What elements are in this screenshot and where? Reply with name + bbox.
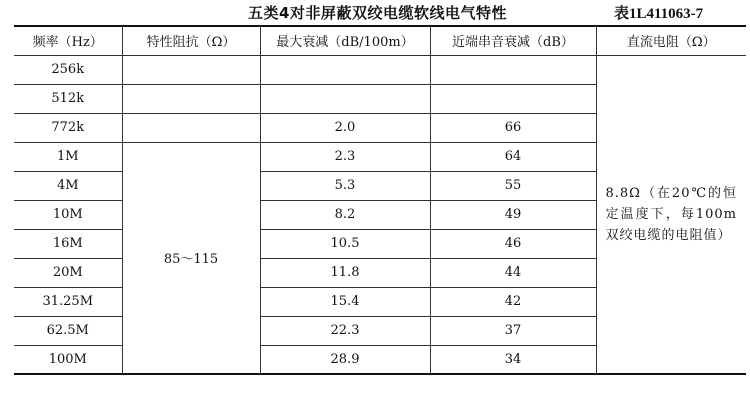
table-title: 五类4对非屏蔽双绞电缆软线电气特性 — [248, 4, 507, 22]
frequency-cell: 20M — [14, 258, 122, 287]
next-cell: 42 — [430, 287, 596, 316]
next-cell: 49 — [430, 200, 596, 229]
attenuation-cell: 28.9 — [260, 345, 430, 374]
attenuation-cell: 11.8 — [260, 258, 430, 287]
next-cell: 37 — [430, 316, 596, 345]
attenuation-cell: 22.3 — [260, 316, 430, 345]
next-cell: 46 — [430, 229, 596, 258]
next-cell: 44 — [430, 258, 596, 287]
attenuation-cell — [260, 55, 430, 84]
attenuation-cell: 2.0 — [260, 113, 430, 142]
frequency-cell: 16M — [14, 229, 122, 258]
dc-resistance-note: 8.8Ω（在20℃的恒定温度下，每100m双绞电缆的电阻值） — [596, 55, 746, 374]
header-impedance: 特性阻抗（Ω） — [122, 26, 260, 55]
frequency-cell: 62.5M — [14, 316, 122, 345]
next-cell — [430, 84, 596, 113]
impedance-value: 85～115 — [122, 142, 260, 374]
next-cell: 55 — [430, 171, 596, 200]
frequency-cell: 512k — [14, 84, 122, 113]
attenuation-cell: 2.3 — [260, 142, 430, 171]
attenuation-cell — [260, 84, 430, 113]
header-next: 近端串音衰减（dB） — [430, 26, 596, 55]
table-row — [14, 55, 746, 84]
attenuation-cell: 10.5 — [260, 229, 430, 258]
attenuation-cell: 5.3 — [260, 171, 430, 200]
attenuation-cell: 8.2 — [260, 200, 430, 229]
header-row — [14, 26, 746, 55]
header-attenuation: 最大衰减（dB/100m） — [260, 26, 430, 55]
attenuation-cell: 15.4 — [260, 287, 430, 316]
header-frequency: 频率（Hz） — [14, 26, 122, 55]
cable-characteristics-table — [14, 25, 746, 375]
frequency-cell: 1M — [14, 142, 122, 171]
frequency-cell: 100M — [14, 345, 122, 374]
table-number: 表1L411063-7 — [614, 6, 704, 22]
impedance-cell-empty — [122, 84, 260, 113]
impedance-cell-empty — [122, 55, 260, 84]
frequency-cell: 256k — [14, 55, 122, 84]
frequency-cell: 772k — [14, 113, 122, 142]
next-cell: 34 — [430, 345, 596, 374]
impedance-cell-empty — [122, 113, 260, 142]
frequency-cell: 10M — [14, 200, 122, 229]
next-cell — [430, 55, 596, 84]
frequency-cell: 4M — [14, 171, 122, 200]
frequency-cell: 31.25M — [14, 287, 122, 316]
next-cell: 64 — [430, 142, 596, 171]
header-dc-resistance: 直流电阻（Ω） — [596, 26, 746, 55]
table-caption — [0, 0, 750, 24]
next-cell: 66 — [430, 113, 596, 142]
